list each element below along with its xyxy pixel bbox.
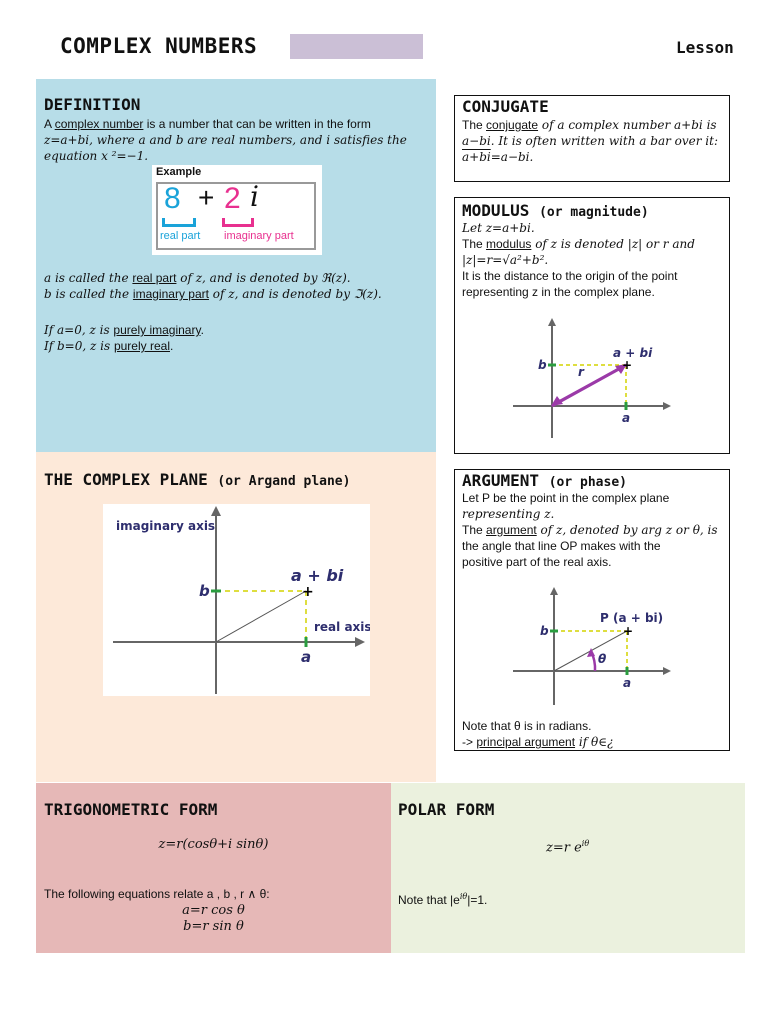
- imaginary-part-label: imaginary part: [224, 230, 294, 242]
- pa-post: if θ∈¿: [575, 735, 614, 749]
- trig-heading: TRIGONOMETRIC FORM: [44, 800, 218, 819]
- a-label: a: [301, 648, 312, 666]
- complex-plane-subtitle: (or Argand plane): [217, 474, 351, 489]
- b-label: b: [199, 582, 210, 600]
- argument-title: ARGUMENT: [462, 471, 540, 490]
- trig-eq-b: b=r sin θ: [183, 919, 244, 934]
- example-box: [152, 165, 322, 255]
- real-axis-arrow: [355, 637, 365, 647]
- definition-panel: [36, 79, 436, 452]
- polar-formula: [546, 839, 589, 855]
- polar-note-pre: Note that |e: [398, 893, 460, 907]
- complex-number-term: complex number: [54, 117, 144, 131]
- title-bar-decoration: [290, 34, 423, 59]
- b-line-post: of z, and is denoted by ℑ(z).: [208, 287, 382, 301]
- complex-plane-title: THE COMPLEX PLANE: [44, 470, 208, 489]
- mod-point-label: a + bi: [613, 346, 653, 360]
- example-frame: [156, 182, 316, 250]
- pi-post: .: [200, 323, 204, 337]
- lesson-label: Lesson: [676, 38, 734, 57]
- argument-heading: [462, 471, 627, 490]
- conjugate-box: [454, 95, 730, 182]
- point-label: a + bi: [291, 566, 344, 585]
- purity-definitions: [44, 322, 434, 354]
- trigonometric-form-panel: [36, 783, 391, 953]
- argument-box: [454, 469, 730, 751]
- polar-note: [398, 889, 487, 908]
- mod-r-label: r: [578, 365, 584, 379]
- def-line1-pre: A: [44, 117, 55, 131]
- arg-line3-pre: The: [462, 523, 487, 537]
- imag-axis-arrow: [211, 506, 221, 516]
- polar-note-exp: iθ: [459, 892, 468, 901]
- part-definitions: [44, 270, 434, 302]
- example-i: i: [250, 180, 259, 213]
- modulus-diagram: [505, 316, 675, 441]
- imaginary-part-term: imaginary part: [132, 287, 209, 301]
- mod-imag-arrow: [548, 318, 556, 326]
- argument-notes: [462, 718, 728, 750]
- pi-pre: If a=0, z is: [44, 323, 114, 337]
- real-part-label: real part: [160, 230, 201, 242]
- complex-plane-heading: [44, 470, 350, 489]
- complex-plane-diagram: [103, 504, 370, 696]
- modulus-text: [462, 220, 728, 300]
- polar-formula-base: z=r e: [546, 840, 582, 856]
- page-title: COMPLEX NUMBERS: [60, 34, 258, 58]
- polar-note-post: |=1.: [467, 893, 488, 907]
- definition-heading: DEFINITION: [44, 95, 141, 114]
- principal-argument-term: principal argument: [476, 735, 576, 749]
- conj-line1-post: of a complex number a+bi is: [538, 118, 717, 132]
- polar-form-panel: [391, 783, 745, 953]
- modulus-term: modulus: [486, 237, 532, 251]
- real-bracket: [162, 218, 196, 227]
- example-real-digit: 8: [164, 182, 181, 215]
- vector-line: [216, 591, 306, 642]
- pa-pre: ->: [462, 735, 477, 749]
- a-line-pre: a is called the: [44, 271, 133, 285]
- mod-r-arrow-back: [552, 365, 626, 406]
- conjugate-text: [462, 117, 728, 165]
- conjugate-heading: CONJUGATE: [462, 97, 549, 116]
- example-plus: +: [198, 182, 215, 213]
- arg-real-arrow: [663, 667, 671, 675]
- arg-a-label: a: [623, 676, 632, 690]
- def-line1-post: is a number that can be written in the form: [143, 117, 371, 131]
- mod-point-marker: +: [622, 358, 633, 372]
- a-line-post: of z, and is denoted by ℜ(z).: [176, 271, 351, 285]
- def-line3: equation x ²=−1.: [44, 149, 149, 163]
- imag-axis-label: imaginary axis: [116, 519, 216, 533]
- argument-text: [462, 490, 728, 570]
- real-part-term: real part: [132, 271, 177, 285]
- argument-subtitle: (or phase): [548, 475, 627, 490]
- arg-imag-arrow: [550, 587, 558, 595]
- purely-real-term: purely real: [113, 339, 170, 353]
- definition-text: [44, 116, 434, 164]
- arg-line2: representing z.: [462, 507, 555, 521]
- mod-line4: It is the distance to the origin of the point: [462, 269, 678, 283]
- mod-line2-pre: The: [462, 237, 487, 251]
- example-label: Example: [156, 166, 202, 178]
- arg-point-label: P (a + bi): [600, 611, 664, 625]
- real-axis-label: real axis: [314, 620, 370, 634]
- complex-plane-panel: [36, 452, 436, 782]
- arg-radians-note: Note that θ is in radians.: [462, 719, 592, 733]
- trig-eq-a: a=r cos θ: [182, 903, 245, 918]
- arg-line1: Let P be the point in the complex plane: [462, 491, 670, 505]
- arg-theta-label: θ: [598, 652, 607, 666]
- argand-diagram: [103, 504, 370, 696]
- b-line-pre: b is called the: [44, 287, 133, 301]
- mod-line2-post: of z is denoted |z| or r and: [531, 237, 695, 251]
- mod-line1: Let z=a+bi.: [462, 221, 535, 235]
- conj-line2: a−bi. It is often written with a bar over it:: [462, 134, 719, 148]
- polar-heading: POLAR FORM: [398, 800, 495, 819]
- mod-line3: |z|=r=√a²+b².: [462, 253, 549, 267]
- conj-bar-expression: a+bi: [462, 150, 491, 164]
- arg-line5: positive part of the real axis.: [462, 555, 612, 569]
- imag-bracket: [222, 218, 254, 227]
- arg-point-marker: +: [623, 624, 634, 638]
- example-imag-digit: 2: [224, 182, 241, 215]
- arg-line3-post: of z, denoted by arg z or θ, is: [536, 523, 718, 537]
- argument-term: argument: [486, 523, 537, 537]
- argument-diagram: [505, 585, 675, 710]
- mod-b-label: b: [538, 358, 547, 372]
- modulus-title: MODULUS: [462, 201, 530, 220]
- purely-imaginary-term: purely imaginary: [113, 323, 201, 337]
- mod-real-arrow: [663, 402, 671, 410]
- modulus-heading: [462, 201, 649, 220]
- mod-a-label: a: [622, 411, 631, 425]
- conj-line1-pre: The: [462, 118, 487, 132]
- arg-line4: the angle that line OP makes with the: [462, 539, 661, 553]
- polar-formula-exp: iθ: [581, 839, 590, 848]
- mod-line5: representing z in the complex plane.: [462, 285, 655, 299]
- conjugate-term: conjugate: [486, 118, 539, 132]
- point-marker: +: [302, 584, 314, 600]
- conj-line3-post: =a−bi.: [490, 150, 534, 164]
- pr-post: .: [169, 339, 174, 353]
- def-line2: z=a+bi, where a and b are real numbers, and i satisfies the: [44, 133, 407, 147]
- trig-formula: z=r(cosθ+i sinθ): [158, 837, 269, 852]
- modulus-subtitle: (or magnitude): [539, 205, 649, 220]
- modulus-box: [454, 197, 730, 454]
- arg-b-label: b: [540, 624, 549, 638]
- pr-pre: If b=0, z is: [44, 339, 114, 353]
- trig-relate-text: The following equations relate a , b , r ∧ θ:: [44, 887, 270, 901]
